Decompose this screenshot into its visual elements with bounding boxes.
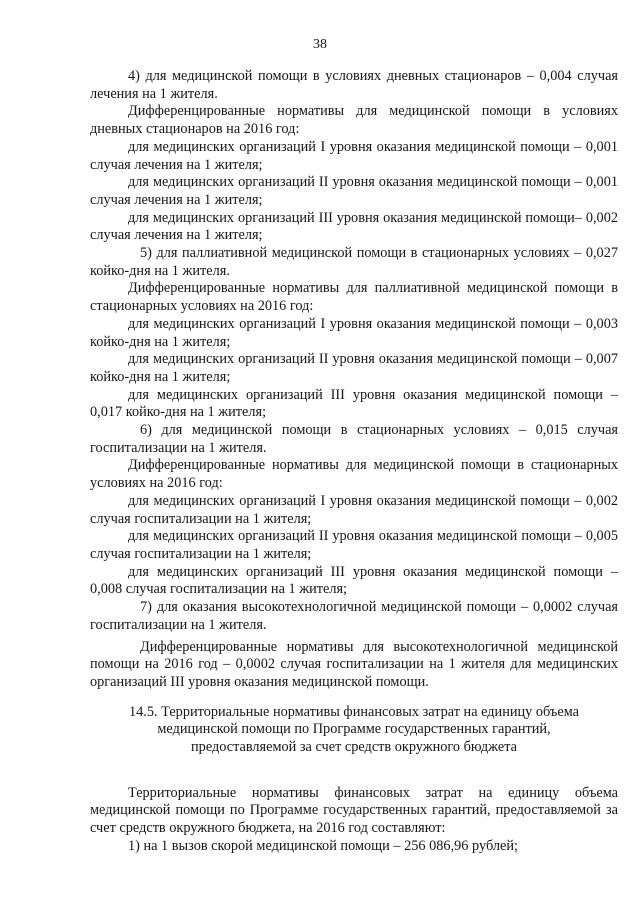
paragraph-p7: 7) для оказания высокотехнологичной медицинской помощи – 0,0002 случая госпитализации на 1 жителя. (90, 599, 618, 633)
paragraph-p4-l2: для медицинских организаций II уровня оказания медицинской помощи – 0,001 случая лечения на 1 жителя; (90, 174, 618, 208)
paragraph-p7-diff: Дифференцированные нормативы для высокотехнологичной медицинской помощи на 2016 год – 0,0002 случая госпитализации на 1 жителя для медицинских организаций III уровня оказания медицинской помощи. (90, 638, 618, 690)
section-heading-line-2: медицинской помощи по Программе государственных гарантий, (157, 721, 551, 738)
section-heading-line-3: предоставляемой за счет средств окружного бюджета (191, 739, 517, 756)
paragraph-p5-l2: для медицинских организаций II уровня оказания медицинской помощи – 0,007 койко-дня на 1 жителя; (90, 351, 618, 385)
page-number: 38 (313, 37, 327, 52)
paragraph-p6-diff: Дифференцированные нормативы для медицинской помощи в стационарных условиях на 2016 год: (90, 457, 618, 492)
paragraph-p6: 6) для медицинской помощи в стационарных условиях – 0,015 случая госпитализации на 1 жителя. (90, 422, 618, 456)
paragraph-p4-l1: для медицинских организаций I уровня оказания медицинской помощи – 0,001 случая лечения на 1 жителя; (90, 138, 618, 173)
paragraph-p5-l3: для медицинских организаций III уровня оказания медицинской помощи – 0,017 койко-дня на 1 жителя; (90, 386, 618, 421)
norms-list (90, 68, 618, 692)
paragraph-p6-l1: для медицинских организаций I уровня оказания медицинской помощи – 0,002 случая госпитализации на 1 жителя; (90, 492, 618, 527)
paragraph-p6-l3: для медицинских организаций III уровня оказания медицинской помощи – 0,008 случая госпитализации на 1 жителя; (90, 563, 618, 598)
financial-norms-list (90, 785, 618, 856)
paragraph-s1: Территориальные нормативы финансовых затрат на единицу объема медицинской помощи по Программе государственных гарантий, предоставляемой за счет средств окружного бюджета, на 2016 год составляют: (90, 784, 618, 837)
paragraph-p4-diff: Дифференцированные нормативы для медицинской помощи в условиях дневных стационаров на 2016 год: (90, 103, 618, 138)
section-heading (90, 704, 618, 757)
paragraph-p5-l1: для медицинских организаций I уровня оказания медицинской помощи – 0,003 койко-дня на 1 жителя; (90, 315, 618, 350)
paragraph-p5: 5) для паллиативной медицинской помощи в стационарных условиях – 0,027 койко-дня на 1 жителя. (90, 245, 618, 279)
paragraph-p6-l2: для медицинских организаций II уровня оказания медицинской помощи – 0,005 случая госпитализации на 1 жителя; (90, 528, 618, 562)
document-body (90, 68, 618, 856)
paragraph-p5-diff: Дифференцированные нормативы для паллиативной медицинской помощи в стационарных условиях на 2016 год: (90, 280, 618, 315)
paragraph-p4-l3: для медицинских организаций III уровня оказания медицинской помощи– 0,002 случая лечения на 1 жителя; (90, 209, 618, 244)
paragraph-s1-1: 1) на 1 вызов скорой медицинской помощи – 256 086,96 рублей; (128, 837, 518, 854)
paragraph-p4: 4) для медицинской помощи в условиях дневных стационаров – 0,004 случая лечения на 1 жителя. (90, 68, 618, 102)
section-heading-line-1: 14.5. Территориальные нормативы финансовых затрат на единицу объема (128, 703, 579, 720)
